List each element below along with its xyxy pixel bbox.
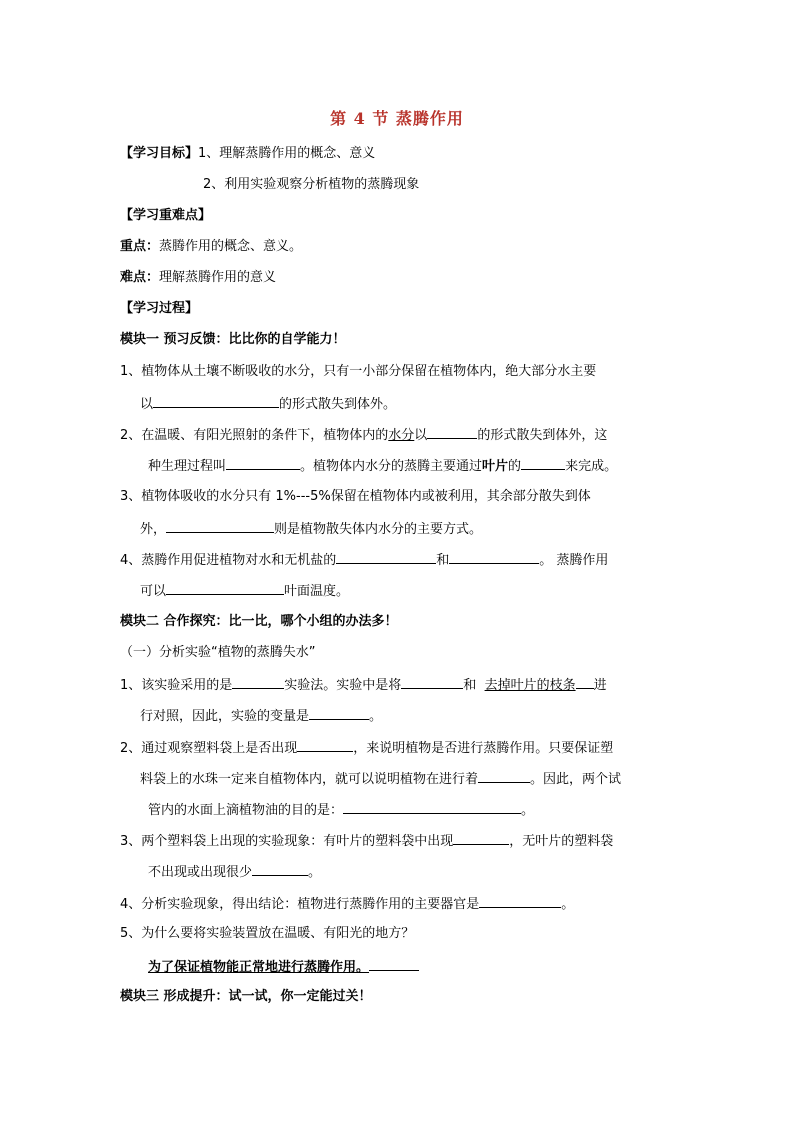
m1-q2-text-e: 。植物体内水分的蒸腾主要通过: [300, 459, 483, 474]
m1-q2-blank-1[interactable]: [427, 424, 477, 439]
m2-q3-text-d: 。: [308, 865, 322, 880]
m1-q4-text-e: 叶面温度。: [284, 584, 350, 599]
m1-q2-text-d: 种生理过程叫: [148, 459, 227, 474]
m2-q3-text-a: 3、两个塑料袋上出现的实验现象：有叶片的塑料袋中出现: [120, 834, 454, 849]
m1-q2-text-f: 的: [508, 459, 522, 474]
goals-label: 【学习目标】: [120, 146, 199, 161]
m2-q2-text-b: ，来说明植物是否进行蒸腾作用。只要保证塑: [353, 741, 614, 756]
m2-q1-answer: 去掉叶片的枝条: [484, 678, 576, 693]
difficult-point-text: 理解蒸腾作用的意义: [159, 270, 277, 285]
m2-subheading: （一）分析实验“植物的蒸腾失水”: [120, 645, 316, 660]
m2-q5-answer: 为了保证植物能正常地进行蒸腾作用。: [148, 960, 370, 975]
m1-q4-text-a: 4、蒸腾作用促进植物对水和无机盐的: [120, 553, 337, 568]
m2-q1-blank-1[interactable]: [232, 674, 284, 689]
module-1-heading: 模块一 预习反馈：比比你的自学能力！: [120, 332, 346, 347]
m1-q4-blank-2[interactable]: [449, 549, 539, 564]
m1-q1-blank[interactable]: [153, 393, 279, 408]
m2-q4-text-b: 。: [561, 897, 575, 912]
m2-q2-text-d: 。因此，两个试: [530, 772, 622, 787]
difficult-point-line: [120, 268, 276, 288]
m2-q2-blank-3[interactable]: [343, 799, 521, 814]
m2-q2-text-e: 管内的水面上滴植物油的目的是：: [148, 803, 344, 818]
m1-q2-line-1: [120, 424, 607, 446]
m1-q1-text-b: 的形式散失到体外。: [279, 397, 397, 412]
m2-q2-text-f: 。: [521, 803, 535, 818]
m2-q4-text-a: 4、分析实验现象，得出结论：植物进行蒸腾作用的主要器官是: [120, 897, 480, 912]
m2-q1-text-b: 实验法。实验中是将: [284, 678, 402, 693]
m2-q1-answer-tail: [576, 674, 594, 689]
m2-q1-blank-3[interactable]: [309, 705, 369, 720]
goal-item-1: 1、理解蒸腾作用的概念、意义: [198, 146, 376, 161]
m1-q2-blank-3[interactable]: [521, 455, 565, 470]
m1-q4-text-c: 。 蒸腾作用: [539, 553, 609, 568]
goal-item-2: 2、利用实验观察分析植物的蒸腾现象: [203, 177, 420, 192]
m1-q1-text-a: 以: [140, 397, 154, 412]
key-point-text: 蒸腾作用的概念、意义。: [159, 239, 303, 254]
m2-q1-text-d: 进: [593, 678, 607, 693]
m2-q4-blank[interactable]: [479, 893, 561, 908]
m1-q4-blank-1[interactable]: [336, 549, 436, 564]
difficult-point-label: 难点：: [120, 270, 160, 285]
m2-q3-line-2: [148, 861, 321, 883]
m1-q4-blank-3[interactable]: [166, 580, 284, 595]
m1-q4-line-2: [140, 580, 349, 602]
m2-q1-line-2: [140, 705, 382, 727]
m2-q2-blank-2[interactable]: [478, 768, 530, 783]
m1-q2-blank-2[interactable]: [226, 455, 300, 470]
m1-q4-text-d: 可以: [140, 584, 167, 599]
m2-q3-blank-2[interactable]: [252, 861, 308, 876]
m2-q2-line-2: [140, 768, 621, 790]
m1-q2-text-c: 的形式散失到体外，这: [477, 428, 608, 443]
m2-q1-line-1: [120, 674, 607, 696]
m2-q1-blank-2[interactable]: [401, 674, 463, 689]
m1-q3-line-2: [140, 518, 482, 540]
m2-q1-text-f: 。: [369, 709, 383, 724]
m1-q2-bold-leaf: 叶片: [482, 459, 509, 474]
m1-q2-text-b: 以: [414, 428, 428, 443]
m2-q4-line: [120, 893, 574, 915]
m1-q4-text-b: 和: [436, 553, 450, 568]
m1-q4-line-1: [120, 549, 608, 571]
m1-q3-line-1: 3、植物体吸收的水分只有 1%---5%保留在植物体内或被利用，其余部分散失到体: [120, 489, 591, 504]
m2-q2-text-c: 料袋上的水珠一定来自植物体内，就可以说明植物在进行着: [140, 772, 479, 787]
module-2-heading: 模块二 合作探究：比一比，哪个小组的办法多！: [120, 614, 398, 629]
module-3-heading: 模块三 形成提升：试一试，你一定能过关！: [120, 989, 372, 1004]
m2-q5-answer-line: [148, 956, 419, 978]
m1-q2-text-g: 来完成。: [565, 459, 618, 474]
m1-q2-line-2: [148, 455, 617, 477]
m1-q1-line-1: 1、植物体从土壤不断吸收的水分，只有一小部分保留在植物体内，绝大部分水主要: [120, 364, 597, 379]
m2-q3-text-c: 不出现或出现很少: [148, 865, 253, 880]
m1-q1-line-2: [140, 393, 396, 415]
m2-q2-line-3: [148, 799, 534, 821]
m2-q1-text-e: 行对照，因此，实验的变量是: [140, 709, 310, 724]
key-heading: 【学习重难点】: [120, 208, 212, 223]
m2-q5-answer-tail: [369, 956, 419, 971]
page-title: 第 4 节 蒸腾作用: [330, 109, 464, 128]
m2-q3-text-b: ，无叶片的塑料袋: [509, 834, 614, 849]
m2-q5-line: 5、为什么要将实验装置放在温暖、有阳光的地方？: [120, 926, 415, 941]
m2-q3-line-1: [120, 830, 613, 852]
key-point-line: [120, 237, 302, 257]
m1-q2-underlined-water: 水分: [388, 428, 415, 443]
m1-q3-text-a: 外，: [140, 522, 167, 537]
m2-q2-blank-1[interactable]: [297, 737, 353, 752]
m2-q1-text-a: 1、该实验采用的是: [120, 678, 233, 693]
m2-q3-blank-1[interactable]: [453, 830, 509, 845]
m2-q1-text-c: 和: [463, 678, 477, 693]
key-point-label: 重点：: [120, 239, 160, 254]
m1-q2-text-a: 2、在温暖、有阳光照射的条件下，植物体内的: [120, 428, 389, 443]
goals-line-1: [120, 144, 375, 164]
m2-q2-text-a: 2、通过观察塑料袋上是否出现: [120, 741, 298, 756]
m2-q2-line-1: [120, 737, 613, 759]
m1-q3-blank[interactable]: [166, 518, 274, 533]
process-heading: 【学习过程】: [120, 301, 199, 316]
m1-q3-text-b: 则是植物散失体内水分的主要方式。: [274, 522, 483, 537]
